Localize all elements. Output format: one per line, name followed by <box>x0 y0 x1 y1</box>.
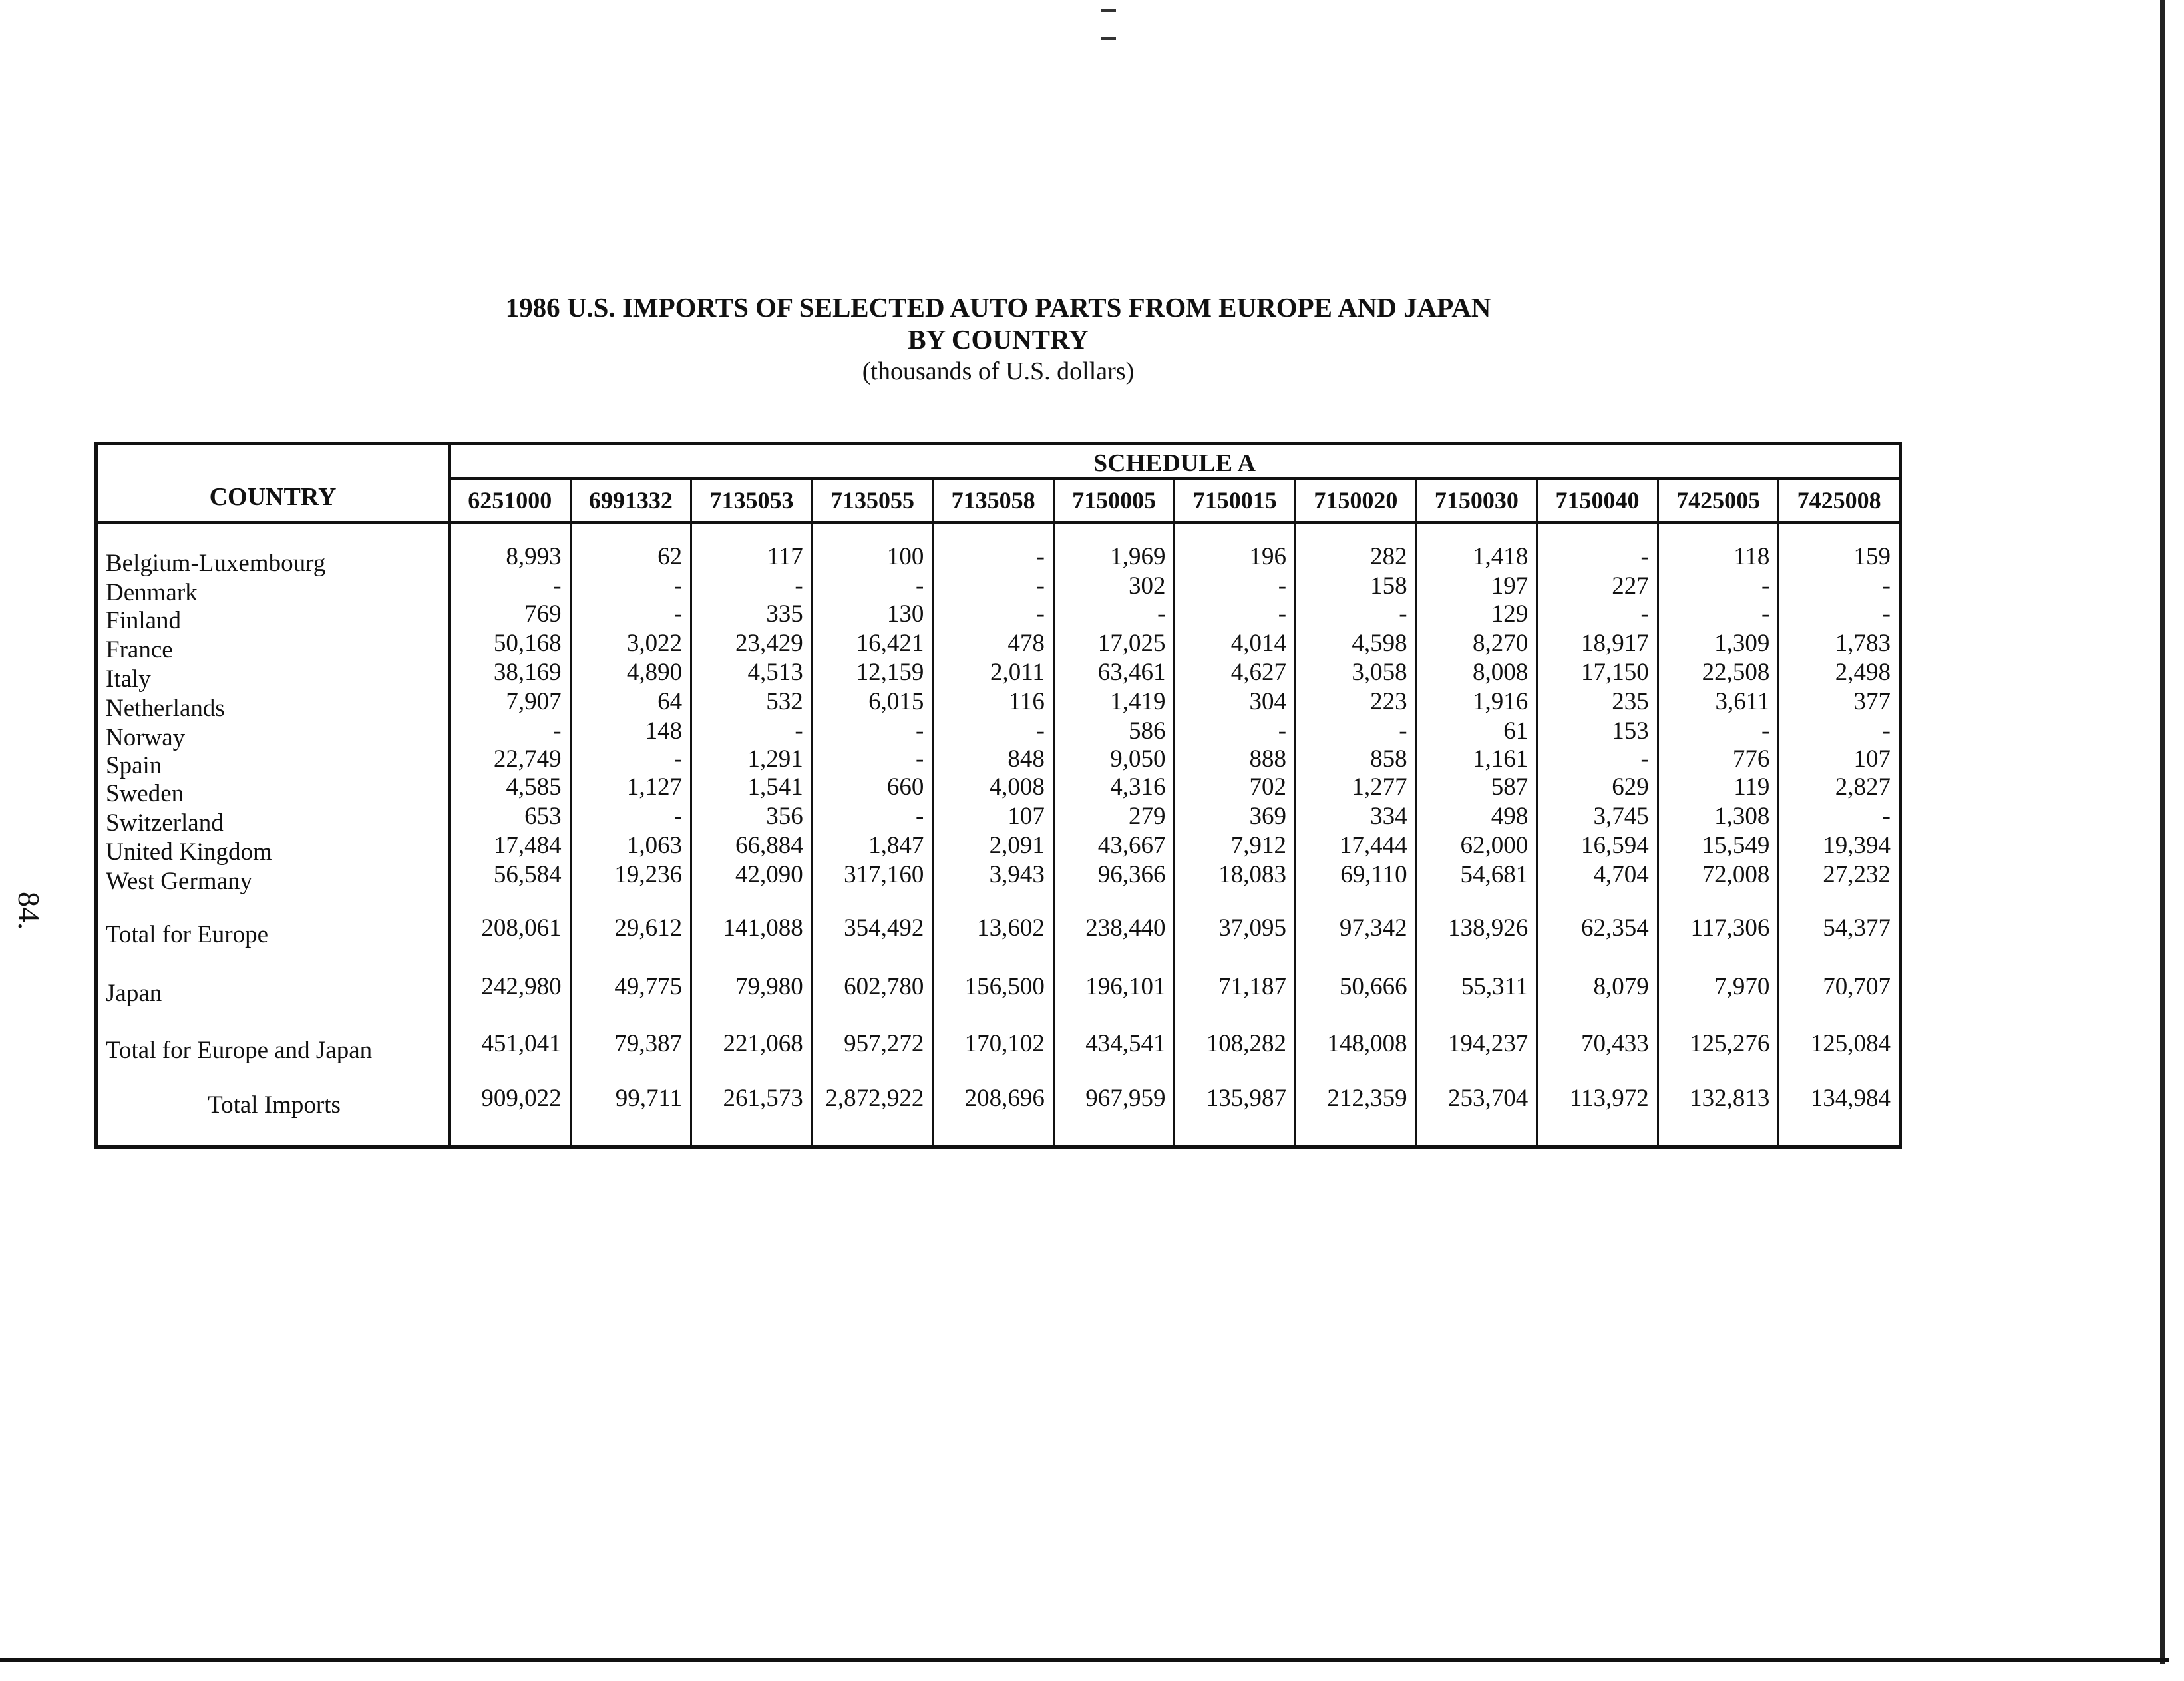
value-column <box>690 524 811 1145</box>
table-cell: - <box>1278 600 1287 628</box>
code-header: 7425005 <box>1657 480 1778 521</box>
table-cell: 196 <box>1249 543 1287 570</box>
row-label: Sweden <box>106 780 184 807</box>
table-cell: 19,394 <box>1823 832 1891 859</box>
table-cell: 22,749 <box>493 745 562 773</box>
table-cell: 130 <box>886 600 924 628</box>
table-cell: 1,308 <box>1714 803 1770 830</box>
table-cell: 148 <box>645 717 683 745</box>
table-cell: - <box>1761 572 1770 600</box>
value-column <box>1053 524 1174 1145</box>
table-cell: 1,127 <box>626 773 683 801</box>
table-cell: 15,549 <box>1702 832 1770 859</box>
table-cell: - <box>1036 543 1045 570</box>
code-header: 7135058 <box>932 480 1053 521</box>
table-cell: 451,041 <box>481 1030 562 1057</box>
table-cell: 49,775 <box>614 973 683 1000</box>
value-column <box>451 524 570 1145</box>
code-header: 7150040 <box>1536 480 1657 521</box>
table-cell: - <box>1882 803 1891 830</box>
value-column <box>811 524 932 1145</box>
table-cell: 369 <box>1249 803 1287 830</box>
table-cell: - <box>1157 600 1166 628</box>
table-cell: 1,161 <box>1472 745 1529 773</box>
table-cell: - <box>1761 600 1770 628</box>
value-column <box>1415 524 1537 1145</box>
table-cell: 116 <box>1008 688 1045 715</box>
value-column <box>570 524 691 1145</box>
table-cell: 1,541 <box>747 773 803 801</box>
table-cell: 356 <box>766 803 803 830</box>
table-cell: 54,377 <box>1823 914 1891 942</box>
table-cell: 141,088 <box>723 914 803 942</box>
table-cell: 3,058 <box>1352 659 1407 686</box>
table-cell: 108,282 <box>1206 1030 1287 1057</box>
table-cell: 27,232 <box>1823 861 1891 888</box>
value-column <box>1173 524 1294 1145</box>
row-label: West Germany <box>106 868 252 895</box>
table-cell: 3,611 <box>1715 688 1770 715</box>
table-cell: 16,421 <box>856 630 924 657</box>
code-header: 7135053 <box>690 480 811 521</box>
table-cell: 4,008 <box>989 773 1045 801</box>
table-cell: 79,980 <box>735 973 803 1000</box>
table-cell: 261,573 <box>723 1085 803 1112</box>
table-cell: 629 <box>1612 773 1649 801</box>
table-cell: 221,068 <box>723 1030 803 1057</box>
table-cell: 18,083 <box>1218 861 1287 888</box>
scan-mark <box>1101 37 1116 40</box>
table-cell: 1,309 <box>1714 630 1770 657</box>
table-cell: 532 <box>766 688 803 715</box>
table-cell: 3,943 <box>989 861 1045 888</box>
country-column-header: COUNTRY <box>98 445 451 524</box>
table-cell: 586 <box>1128 717 1166 745</box>
table-cell: 282 <box>1370 543 1407 570</box>
table-cell: 354,492 <box>844 914 924 942</box>
table-cell: - <box>673 600 683 628</box>
page-title: 1986 U.S. IMPORTS OF SELECTED AUTO PARTS FROM EUROPE AND JAPAN <box>505 292 1491 323</box>
table-cell: 1,063 <box>626 832 683 859</box>
table-cell: 848 <box>1007 745 1045 773</box>
value-column <box>1536 524 1657 1145</box>
table-cell: 107 <box>1853 745 1891 773</box>
table-cell: 66,884 <box>735 832 803 859</box>
table-cell: 72,008 <box>1702 861 1770 888</box>
table-cell: 208,696 <box>964 1085 1045 1112</box>
table-cell: 129 <box>1491 600 1529 628</box>
table-cell: 13,602 <box>977 914 1045 942</box>
table-cell: 3,745 <box>1593 803 1649 830</box>
table-cell: 17,444 <box>1339 832 1407 859</box>
table-cell: 957,272 <box>844 1030 924 1057</box>
value-column <box>932 524 1053 1145</box>
value-column <box>1294 524 1415 1145</box>
table-cell: 55,311 <box>1461 973 1529 1000</box>
table-cell: 8,008 <box>1472 659 1529 686</box>
table-cell: - <box>915 717 924 745</box>
units-note: (thousands of U.S. dollars) <box>862 357 1135 385</box>
table-cell: - <box>915 745 924 773</box>
table-cell: 96,366 <box>1097 861 1166 888</box>
table-cell: 70,707 <box>1823 973 1891 1000</box>
table-cell: 1,277 <box>1352 773 1407 801</box>
table-cell: 238,440 <box>1085 914 1166 942</box>
table-cell: 18,917 <box>1581 630 1649 657</box>
table-cell: 4,513 <box>747 659 803 686</box>
table-cell: 498 <box>1491 803 1529 830</box>
table-cell: 602,780 <box>844 973 924 1000</box>
code-header: 6251000 <box>468 487 552 514</box>
table-cell: 6,015 <box>868 688 924 715</box>
value-column <box>1657 524 1778 1145</box>
row-label: Italy <box>106 665 151 693</box>
table-cell: 118 <box>1733 543 1770 570</box>
table-cell: 2,827 <box>1835 773 1891 801</box>
table-cell: - <box>915 803 924 830</box>
table-cell: - <box>1761 717 1770 745</box>
row-label: Finland <box>106 607 182 634</box>
code-header: 6991332 <box>570 480 691 521</box>
row-label: Japan <box>106 980 162 1007</box>
table-cell: 2,872,922 <box>825 1085 924 1112</box>
table-cell: 43,667 <box>1097 832 1166 859</box>
value-columns <box>451 524 1899 1145</box>
table-cell: 69,110 <box>1340 861 1407 888</box>
table-cell: 29,612 <box>614 914 683 942</box>
table-cell: 125,276 <box>1690 1030 1770 1057</box>
table-cell: 117 <box>767 543 803 570</box>
row-label: Total for Europe and Japan <box>106 1037 373 1064</box>
page-number: 84. <box>12 892 46 930</box>
table-cell: 17,025 <box>1097 630 1166 657</box>
table-cell: 158 <box>1370 572 1407 600</box>
table-cell: 100 <box>886 543 924 570</box>
table-cell: 194,237 <box>1447 1030 1529 1057</box>
table-cell: 107 <box>1007 803 1045 830</box>
table-cell: 99,711 <box>615 1085 683 1112</box>
table-cell: 279 <box>1128 803 1166 830</box>
code-header: 7150020 <box>1294 480 1415 521</box>
table-cell: 117,306 <box>1690 914 1770 942</box>
table-cell: 3,022 <box>626 630 683 657</box>
table-cell: 8,079 <box>1593 973 1649 1000</box>
row-label: Denmark <box>106 579 198 606</box>
table-cell: 113,972 <box>1569 1085 1649 1112</box>
table-cell: 302 <box>1128 572 1166 600</box>
row-label: France <box>106 636 173 663</box>
page-subtitle: BY COUNTRY <box>908 324 1089 355</box>
row-label: Belgium-Luxembourg <box>106 550 326 577</box>
table-cell: 4,585 <box>506 773 562 801</box>
table-cell: 119 <box>1733 773 1770 801</box>
table-cell: - <box>1036 600 1045 628</box>
table-cell: - <box>553 572 562 600</box>
table-cell: 4,627 <box>1230 659 1287 686</box>
table-cell: - <box>1882 572 1891 600</box>
table-cell: 97,342 <box>1339 914 1407 942</box>
table-cell: 16,594 <box>1581 832 1649 859</box>
value-column <box>1777 524 1899 1145</box>
table-cell: 4,598 <box>1352 630 1407 657</box>
table-cell: 317,160 <box>844 861 924 888</box>
table-cell: 242,980 <box>481 973 562 1000</box>
code-header-row <box>451 480 1899 524</box>
table-cell: - <box>673 572 683 600</box>
code-header: 7150030 <box>1415 480 1537 521</box>
table-cell: 134,984 <box>1810 1085 1891 1112</box>
table-cell: 61 <box>1503 717 1529 745</box>
table-cell: - <box>795 572 803 600</box>
table-cell: 587 <box>1491 773 1529 801</box>
table-cell: 148,008 <box>1327 1030 1407 1057</box>
table-cell: 2,498 <box>1835 659 1891 686</box>
table-cell: 62 <box>657 543 683 570</box>
table-cell: 156,500 <box>964 973 1045 1000</box>
table-cell: 212,359 <box>1327 1085 1407 1112</box>
table-cell: 62,000 <box>1460 832 1529 859</box>
table-cell: 4,014 <box>1230 630 1287 657</box>
table-cell: 63,461 <box>1097 659 1166 686</box>
table-cell: 478 <box>1007 630 1045 657</box>
table-cell: 888 <box>1249 745 1287 773</box>
table-cell: 9,050 <box>1110 745 1166 773</box>
table-cell: 197 <box>1491 572 1529 600</box>
table-cell: 253,704 <box>1447 1085 1529 1112</box>
table-cell: 50,168 <box>493 630 562 657</box>
table-cell: 2,011 <box>990 659 1045 686</box>
table-cell: - <box>673 803 683 830</box>
row-label: Norway <box>106 724 186 751</box>
table-cell: - <box>1640 600 1649 628</box>
table-body <box>98 524 1899 1145</box>
table-cell: - <box>1399 600 1407 628</box>
table-cell: 153 <box>1612 717 1649 745</box>
table-cell: 4,704 <box>1593 861 1649 888</box>
table-cell: 1,783 <box>1835 630 1891 657</box>
table-cell: - <box>1278 572 1287 600</box>
table-cell: 377 <box>1853 688 1891 715</box>
row-label: United Kingdom <box>106 839 272 866</box>
code-header: 7150005 <box>1053 480 1174 521</box>
table-cell: 23,429 <box>735 630 803 657</box>
table-cell: - <box>673 745 683 773</box>
table-cell: 7,912 <box>1230 832 1287 859</box>
table-cell: 17,150 <box>1581 659 1649 686</box>
table-cell: 7,970 <box>1714 973 1770 1000</box>
row-label: Netherlands <box>106 695 225 722</box>
page-edge <box>2160 0 2165 1664</box>
imports-table <box>94 442 1902 1149</box>
table-cell: - <box>1640 745 1649 773</box>
table-cell: 54,681 <box>1460 861 1529 888</box>
table-cell: 42,090 <box>735 861 803 888</box>
table-cell: - <box>1882 600 1891 628</box>
table-cell: 37,095 <box>1218 914 1287 942</box>
title-block <box>333 291 1664 387</box>
table-cell: 653 <box>524 803 562 830</box>
table-cell: 132,813 <box>1690 1085 1770 1112</box>
table-cell: 4,890 <box>626 659 683 686</box>
table-cell: 17,484 <box>493 832 562 859</box>
table-cell: - <box>1882 717 1891 745</box>
table-cell: 64 <box>657 688 683 715</box>
country-names-column <box>98 524 451 1145</box>
table-cell: 79,387 <box>614 1030 683 1057</box>
table-cell: 227 <box>1612 572 1649 600</box>
table-cell: - <box>1399 717 1407 745</box>
row-label: Total Imports <box>208 1091 341 1119</box>
table-cell: 909,022 <box>481 1085 562 1112</box>
row-label: Switzerland <box>106 809 224 837</box>
bottom-rule <box>0 1658 2169 1662</box>
table-cell: 235 <box>1612 688 1649 715</box>
table-cell: 1,916 <box>1472 688 1529 715</box>
table-cell: - <box>553 717 562 745</box>
table-cell: 1,969 <box>1110 543 1166 570</box>
table-cell: - <box>795 717 803 745</box>
table-cell: 335 <box>766 600 803 628</box>
table-cell: 19,236 <box>614 861 683 888</box>
table-cell: 71,187 <box>1218 973 1287 1000</box>
table-cell: 159 <box>1853 543 1891 570</box>
schedule-header: SCHEDULE A <box>451 445 1899 480</box>
table-cell: 38,169 <box>493 659 562 686</box>
table-cell: 4,316 <box>1110 773 1166 801</box>
table-cell: 660 <box>886 773 924 801</box>
table-cell: 22,508 <box>1702 659 1770 686</box>
table-cell: 138,926 <box>1447 914 1529 942</box>
table-cell: 1,418 <box>1472 543 1529 570</box>
table-cell: 334 <box>1370 803 1407 830</box>
table-cell: 125,084 <box>1810 1030 1891 1057</box>
table-cell: - <box>1036 717 1045 745</box>
table-cell: 50,666 <box>1339 973 1407 1000</box>
table-cell: - <box>1640 543 1649 570</box>
table-cell: 769 <box>524 600 562 628</box>
table-cell: 12,159 <box>856 659 924 686</box>
table-cell: 8,270 <box>1472 630 1529 657</box>
table-cell: 223 <box>1370 688 1407 715</box>
code-header: 7135055 <box>811 480 932 521</box>
table-cell: 776 <box>1732 745 1770 773</box>
table-cell: 967,959 <box>1085 1085 1166 1112</box>
table-cell: 1,847 <box>868 832 924 859</box>
table-cell: 858 <box>1370 745 1407 773</box>
table-cell: - <box>915 572 924 600</box>
table-cell: - <box>1278 717 1287 745</box>
row-label: Spain <box>106 752 162 779</box>
table-cell: 135,987 <box>1206 1085 1287 1112</box>
table-cell: 304 <box>1249 688 1287 715</box>
table-cell: 70,433 <box>1581 1030 1649 1057</box>
table-cell: 2,091 <box>989 832 1045 859</box>
table-cell: 56,584 <box>493 861 562 888</box>
table-cell: 170,102 <box>964 1030 1045 1057</box>
table-cell: 62,354 <box>1581 914 1649 942</box>
table-cell: - <box>1036 572 1045 600</box>
code-header: 7150015 <box>1173 480 1294 521</box>
table-cell: 8,993 <box>506 543 562 570</box>
table-cell: 1,291 <box>747 745 803 773</box>
table-cell: 1,419 <box>1110 688 1166 715</box>
table-cell: 208,061 <box>481 914 562 942</box>
scan-mark <box>1101 9 1116 12</box>
table-cell: 702 <box>1249 773 1287 801</box>
table-cell: 434,541 <box>1085 1030 1166 1057</box>
code-header: 7425008 <box>1777 480 1899 521</box>
table-cell: 7,907 <box>506 688 562 715</box>
row-label: Total for Europe <box>106 921 268 948</box>
table-cell: 196,101 <box>1085 973 1166 1000</box>
